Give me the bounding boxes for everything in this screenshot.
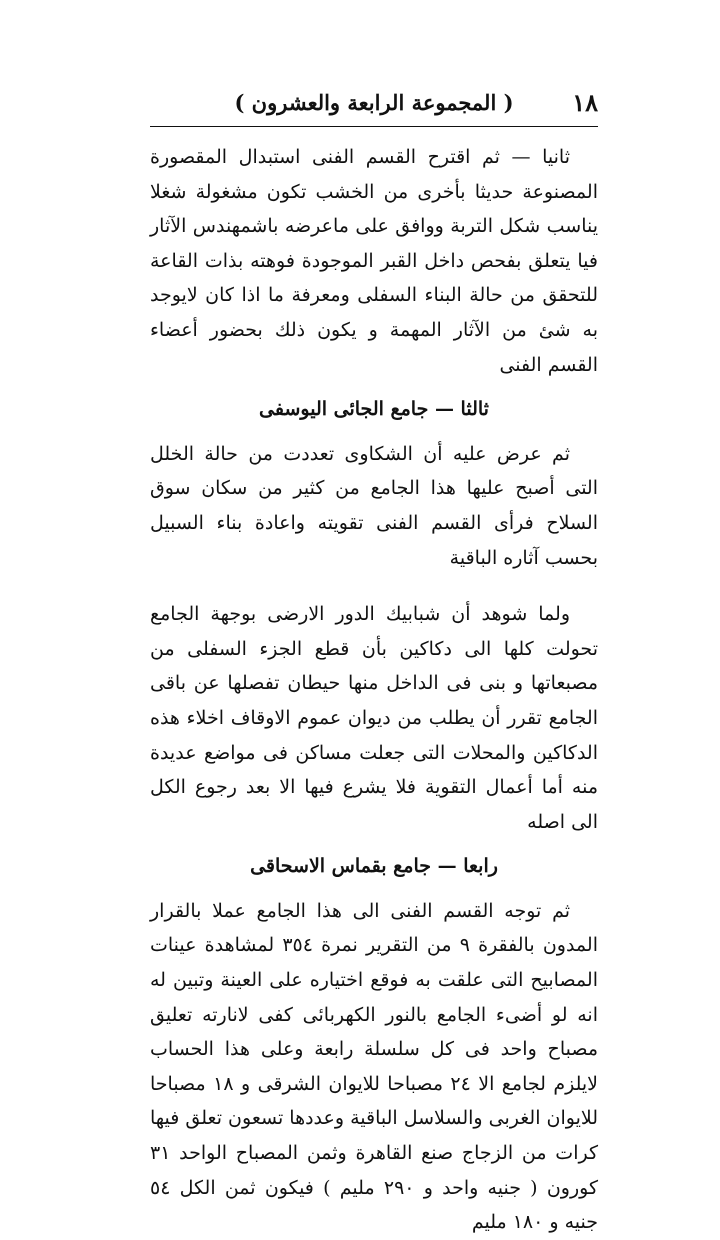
paragraph-lamps — [150, 894, 598, 1240]
section-heading-thirdly: ثالثا — جامع الجائى اليوسفى — [259, 398, 489, 421]
page-body — [150, 140, 598, 1240]
paragraph-complaints — [150, 437, 598, 575]
spacer — [150, 884, 598, 894]
header-divider — [150, 126, 598, 127]
running-title: ( المجموعة الرابعة والعشرون ) — [234, 90, 514, 115]
page-header — [150, 86, 598, 126]
section-heading-fourthly: رابعا — جامع بقماس الاسحاقى — [250, 855, 498, 878]
paragraph-secondly — [150, 140, 598, 382]
paragraph-text: ثانيا — ثم اقترح القسم الفنى استبدال المقصورة المصنوعة حديثا بأخرى من الخشب تكون مشغولة شغلا يناسب شكل التربة ووافق على ماعرضه باشمهندس الآثار فيا يتعلق بفحص داخل القبر الموجودة فوهته بذات القاعة للتحقق من حالة البناء السفلى ومعرفة ما اذا كان لايوجد به شئ من الآثار المهمة و يكون ذلك بحضور أعضاء القسم الفنى — [150, 146, 598, 376]
paragraph-text: ولما شوهد أن شبابيك الدور الارضى بوجهة الجامع تحولت كلها الى دكاكين بأن قطع الجزء السفلى من مصبعاتها و بنى فى الداخل منها حيطان تفصلها عن باقى الجامع تقرر أن يطلب من ديوان عموم الاوقاف اخلاء هذه الدكاكين والمحلات التى جعلت مساكن فى مواضع عديدة منه أما أعمال التقوية فلا يشرع فيها الا بعد رجوع الكل الى اصله — [150, 603, 598, 833]
paragraph-text: ثم عرض عليه أن الشكاوى تعددت من حالة الخلل التى أصبح عليها هذا الجامع من كثير من سكان سوق السلاح فرأى القسم الفنى تقويته واعادة بناء السبيل بحسب آثاره الباقية — [150, 442, 598, 569]
spacer — [150, 575, 598, 597]
page-number: ١٨ — [572, 88, 598, 117]
paragraph-windows — [150, 597, 598, 839]
spacer — [150, 839, 598, 849]
spacer — [150, 382, 598, 392]
spacer — [150, 427, 598, 437]
paragraph-text: ثم توجه القسم الفنى الى هذا الجامع عملا بالقرار المدون بالفقرة ٩ من التقرير نمرة ٣٥٤ لمشاهدة عينات المصابيح التى علقت به فوقع اختياره على العينة وتبين له انه لو أضىء الجامع بالنور الكهربائى كفى لانارته تعليق مصباح واحد فى كل سلسلة رابعة وعلى هذا الحساب لايلزم لجامع الا ٢٤ مصباحا للايوان الشرقى و ١٨ مصباحا للايوان الغربى والسلاسل الباقية وعددها تسعون تعلق فيها كرات من الزجاج صنع القاهرة وثمن المصباح الواحد ٣١ كورون ( جنيه واحد و ٢٩٠ مليم ) فيكون ثمن الكل ٥٤ جنيه و ١٨٠ مليم — [150, 899, 599, 1234]
